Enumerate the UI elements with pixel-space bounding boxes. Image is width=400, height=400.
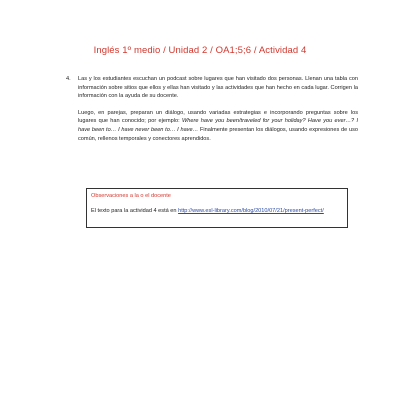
activity-item bbox=[66, 75, 358, 151]
activity-number: 4. bbox=[66, 76, 71, 82]
activity-paragraph-2-intro: Luego, en parejas, preparan un diálogo, usando variadas estrategias e incorporando preguntas sobre los lugares que han conocido; por ejemplo: bbox=[78, 109, 358, 125]
observations-text bbox=[91, 207, 343, 215]
observations-intro: El texto para la actividad 4 está en bbox=[91, 208, 179, 214]
observations-box bbox=[86, 188, 348, 228]
resource-link[interactable]: http://www.esl-library.com/blog/2010/07/21/present-perfect/ bbox=[178, 208, 324, 214]
observations-title: Observaciones a la o el docente bbox=[91, 193, 171, 199]
activity-paragraph-1: Las y los estudiantes escuchan un podcast sobre lugares que han visitado dos personas. Llenan una tabla con información sobre sitios que ellos y ellas han visitado y las actividades que han hecho en cada lugar. Corrigen la información con la ayuda de su docente. bbox=[78, 76, 358, 100]
page-title: Inglés 1º medio / Unidad 2 / OA1;5;6 / Actividad 4 bbox=[93, 45, 307, 56]
activity-paragraph-2 bbox=[78, 109, 358, 143]
activity-body bbox=[78, 75, 358, 143]
activity-paragraph-2-end: Finalmente presentan los diálogos, usando expresiones de uso común, rellenos temporales y conectores aprendidos. bbox=[78, 126, 359, 142]
example-questions: Where have you been/traveled for your holiday? Have you ever…? I have been to… I have never been to… I have… bbox=[78, 118, 358, 133]
